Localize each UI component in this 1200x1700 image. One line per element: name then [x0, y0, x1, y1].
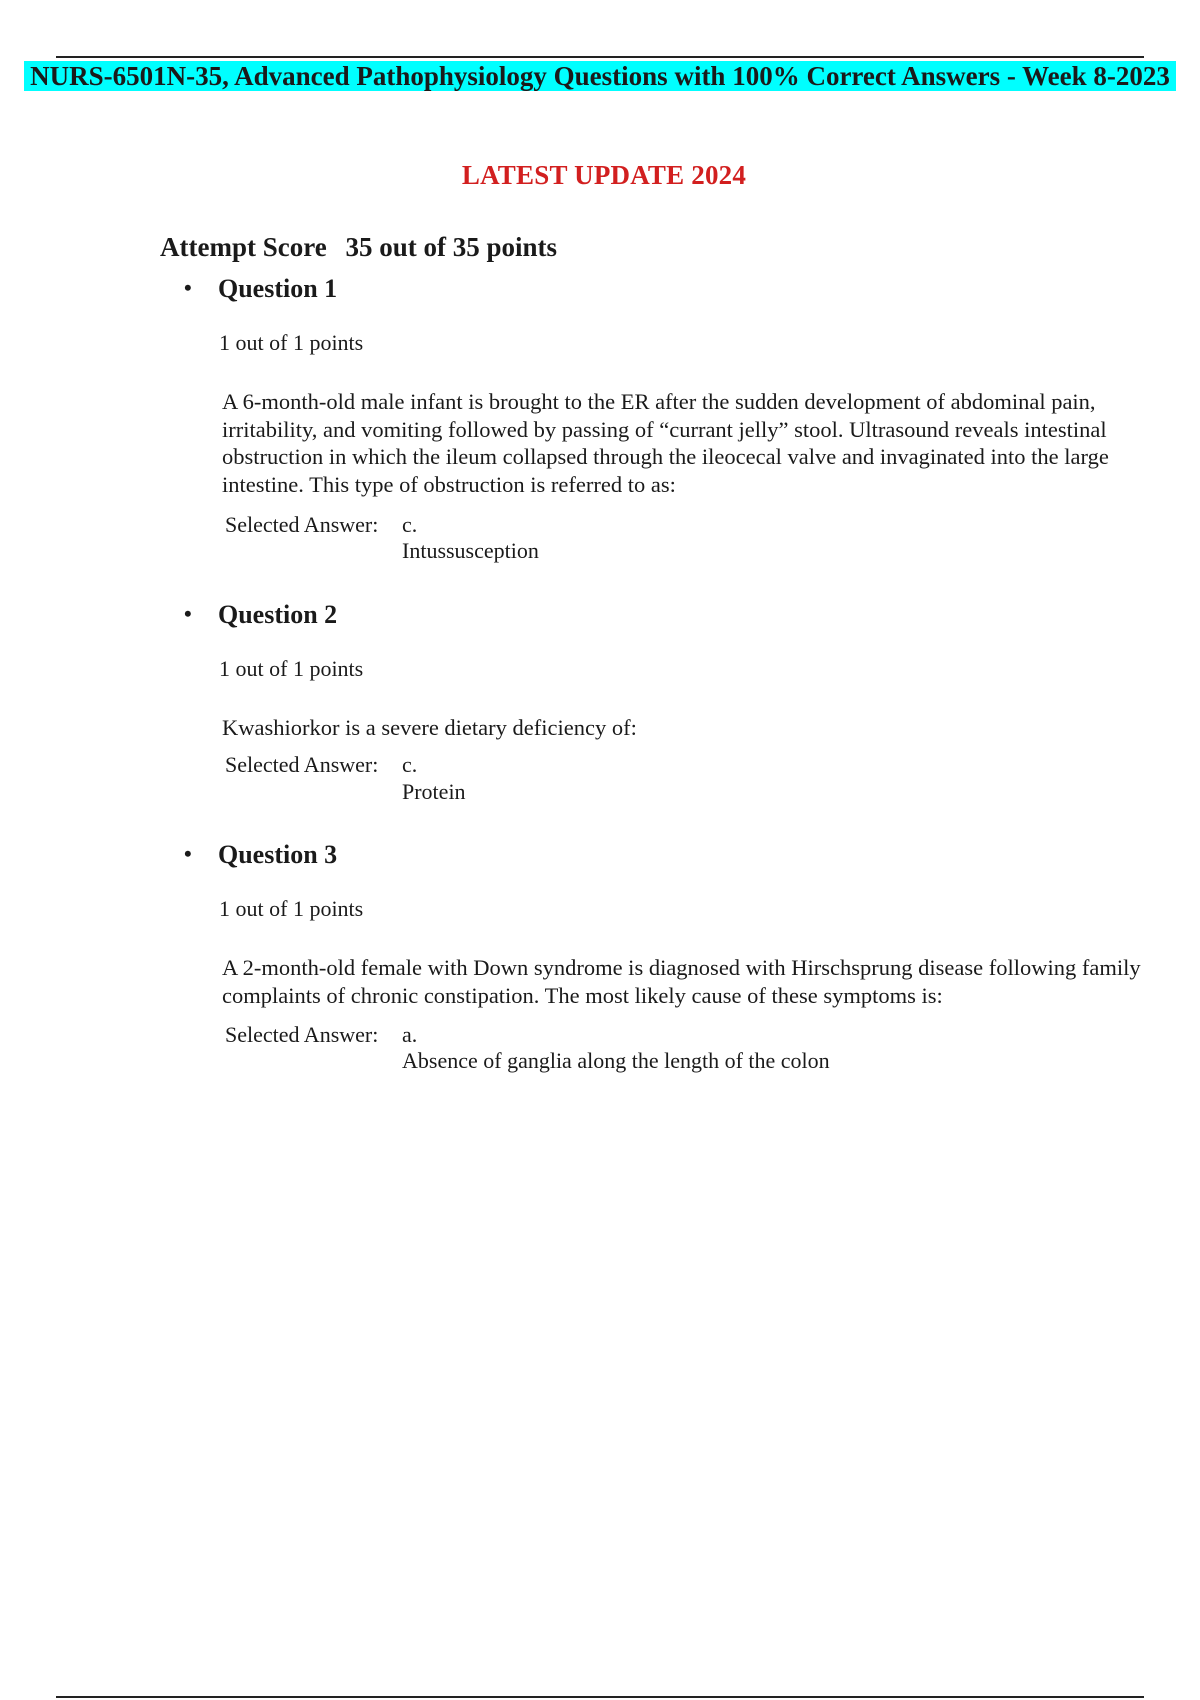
question-points: 1 out of 1 points: [219, 330, 364, 355]
document-title-text: NURS-6501N-35, Advanced Pathophysiology Questions with 100% Correct Answers - Week 8-2023: [24, 61, 1176, 91]
attempt-score: [160, 232, 557, 263]
bullet-icon: •: [184, 275, 192, 300]
question-points: 1 out of 1 points: [219, 656, 364, 681]
bottom-divider: [56, 1696, 1144, 1698]
selected-answer-label: Selected Answer:: [225, 512, 379, 537]
question-label: Question 1: [218, 274, 338, 303]
question-points: 1 out of 1 points: [219, 896, 364, 921]
selected-answer-letter: c.: [402, 512, 418, 537]
attempt-score-value: 35 out of 35 points: [345, 232, 557, 262]
question-heading: [184, 600, 337, 630]
question-label: Question 2: [218, 600, 338, 629]
question-heading: [184, 840, 337, 870]
selected-answer-text: Absence of ganglia along the length of the colon: [402, 1048, 830, 1073]
selected-answer-letter: a.: [402, 1022, 418, 1047]
selected-answer-text: Protein: [402, 779, 466, 804]
question-text: A 2-month-old female with Down syndrome is diagnosed with Hirschsprung disease following family complaints of chronic constipation. The most likely cause of these symptoms is:: [222, 955, 1141, 1008]
bullet-icon: •: [184, 601, 192, 626]
bullet-icon: •: [184, 841, 192, 866]
selected-answer-letter: c.: [402, 752, 418, 777]
question-text: Kwashiorkor is a severe dietary deficiency of:: [222, 715, 637, 740]
question-label: Question 3: [218, 840, 338, 869]
selected-answer-text: Intussusception: [402, 538, 539, 563]
question-heading: [184, 274, 337, 304]
top-divider: [56, 56, 1144, 58]
selected-answer-label: Selected Answer:: [225, 752, 379, 777]
question-text: A 6-month-old male infant is brought to the ER after the sudden development of abdominal pain, irritability, and vomiting followed by passing of “currant jelly” stool. Ultrasound reveals intestinal obstruction in which the ileum collapsed through the ileocecal valve and invaginated into the large intestine. This type of obstruction is referred to as:: [222, 389, 1109, 497]
document-title: [0, 60, 1200, 93]
attempt-score-label: Attempt Score: [160, 232, 327, 262]
selected-answer-label: Selected Answer:: [225, 1022, 379, 1047]
latest-update-label: LATEST UPDATE 2024: [461, 160, 747, 190]
